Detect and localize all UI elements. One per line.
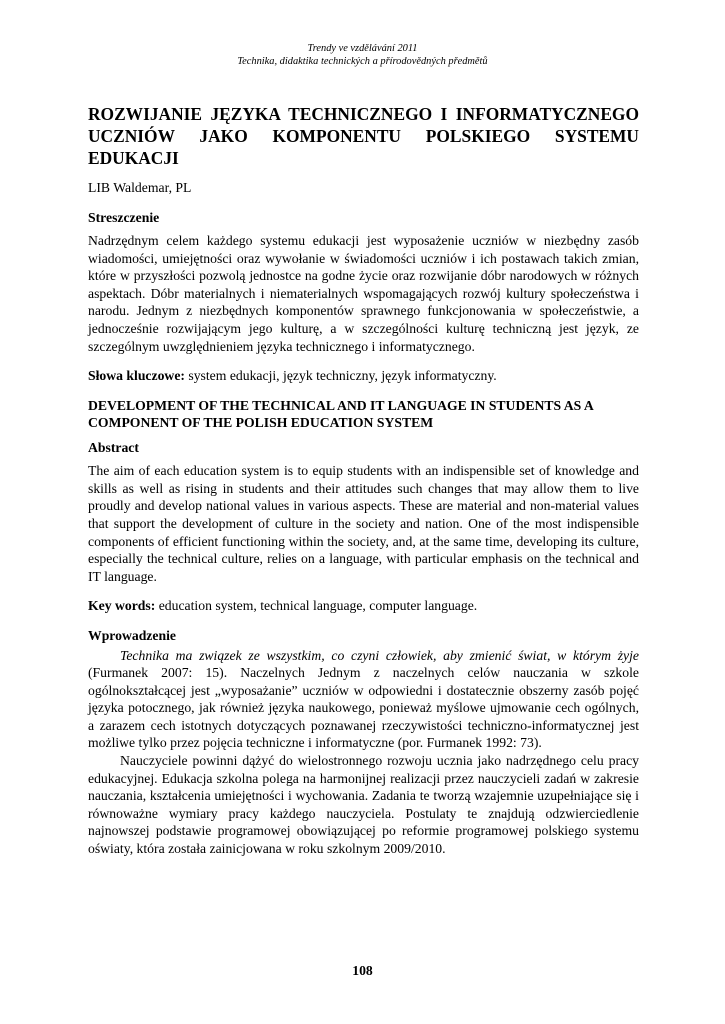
wprowadzenie-heading: Wprowadzenie bbox=[88, 628, 176, 643]
wprowadzenie-quote: Technika ma związek ze wszystkim, co czyni człowiek, aby zmienić świat, w którym żyje bbox=[120, 647, 639, 663]
abstract-text: The aim of each education system is to equip students with an indispensible set of knowledge and skills as well as rising in students and their attitudes such changes that may allow them to live proudly and develop national values in various aspects. These are material and non-material values that support the development of culture in the society and nation. One of the most indispensible components of efficient functioning within the society, and, at the same time, developing its culture, especially the technical culture, relies on a language, with particular emphasis on the technical and IT language. bbox=[88, 463, 639, 584]
key-words-label: Key words: bbox=[88, 598, 156, 614]
slowa-kluczowe-label: Słowa kluczowe: bbox=[88, 368, 185, 384]
paper-author: LIB Waldemar, PL bbox=[88, 180, 192, 195]
wprowadzenie-para-1 bbox=[88, 647, 639, 753]
english-title: DEVELOPMENT OF THE TECHNICAL AND IT LANGUAGE IN STUDENTS AS A COMPONENT OF THE POLISH EDUCATION SYSTEM bbox=[88, 397, 594, 431]
streszczenie-heading: Streszczenie bbox=[88, 209, 160, 225]
page-number: 108 bbox=[352, 963, 373, 978]
paper-title: ROZWIJANIE JĘZYKA TECHNICZNEGO I INFORMATYCZNEGO UCZNIÓW JAKO KOMPONENTU POLSKIEGO SYSTEMU EDUKACJI bbox=[88, 104, 639, 168]
running-header-line2: Technika, didaktika technických a přírodovědných předmětů bbox=[237, 55, 488, 67]
article-body bbox=[88, 103, 639, 858]
wprowadzenie-para-1-text: (Furmanek 2007: 15). Naczelnych Jednym z naczelnych celów nauczania w szkole ogólnokształcącej jest „wyposażanie” uczniów w odpowiedni i dostatecznie obszerny zasób pojęć języka potocznego, jak również języka naukowego, ponieważ myślowe ujmowanie cech ogólnych, a zarazem cech istotnych dotyczących poznawanej rzeczywistości techniczno-informatycznej jest możliwe tylko przez pojęcia techniczne i informatyczne (por. Furmanek 1992: 73). bbox=[88, 665, 639, 751]
abstract-heading: Abstract bbox=[88, 439, 139, 455]
running-header bbox=[0, 43, 725, 68]
wprowadzenie-para-2: Nauczyciele powinni dążyć do wielostronnego rozwoju ucznia jako nadrzędnego celu pracy edukacyjnej. Edukacja szkolna polega na harmonijnej realizacji przez nauczycieli zadań w zakresie nauczania, kształcenia umiejętności i wychowania. Zadania te tworzą wzajemnie uzupełniające się i równoważne wymiary pracy każdego nauczyciela. Postulaty te znajdują odzwierciedlenie najnowszej podstawie programowej obowiązującej po reformie programowej polskiego systemu oświaty, która została zainicjowana w roku szkolnym 2009/2010. bbox=[88, 753, 639, 857]
key-words bbox=[88, 597, 639, 615]
slowa-kluczowe-text: system edukacji, język techniczny, język informatyczny. bbox=[184, 368, 497, 384]
slowa-kluczowe bbox=[88, 367, 639, 385]
key-words-text: education system, technical language, computer language. bbox=[155, 598, 478, 614]
running-header-line1: Trendy ve vzdělávání 2011 bbox=[307, 43, 418, 54]
streszczenie-text: Nadrzędnym celem każdego systemu edukacji jest wyposażenie uczniów w niezbędny zasób wiadomości, umiejętności oraz wywołanie w świadomości uczniów i ich postawach takich zmian, które w przyszłości pozwolą jednostce na godne życie oraz rozwijanie dóbr narodowych w różnych aspektach. Dóbr materialnych i niematerialnych wspomagających rozwój kultury społeczeństwa i narodu. Jednym z niezbędnych komponentów sprawnego funkcjonowania w społeczeństwie, a jednocześnie rozwijającym jego kulturę, a w szczególności kulturę techniczną jest język, ze szczególnym uwzględnieniem języka technicznego i informatycznego. bbox=[88, 233, 639, 354]
